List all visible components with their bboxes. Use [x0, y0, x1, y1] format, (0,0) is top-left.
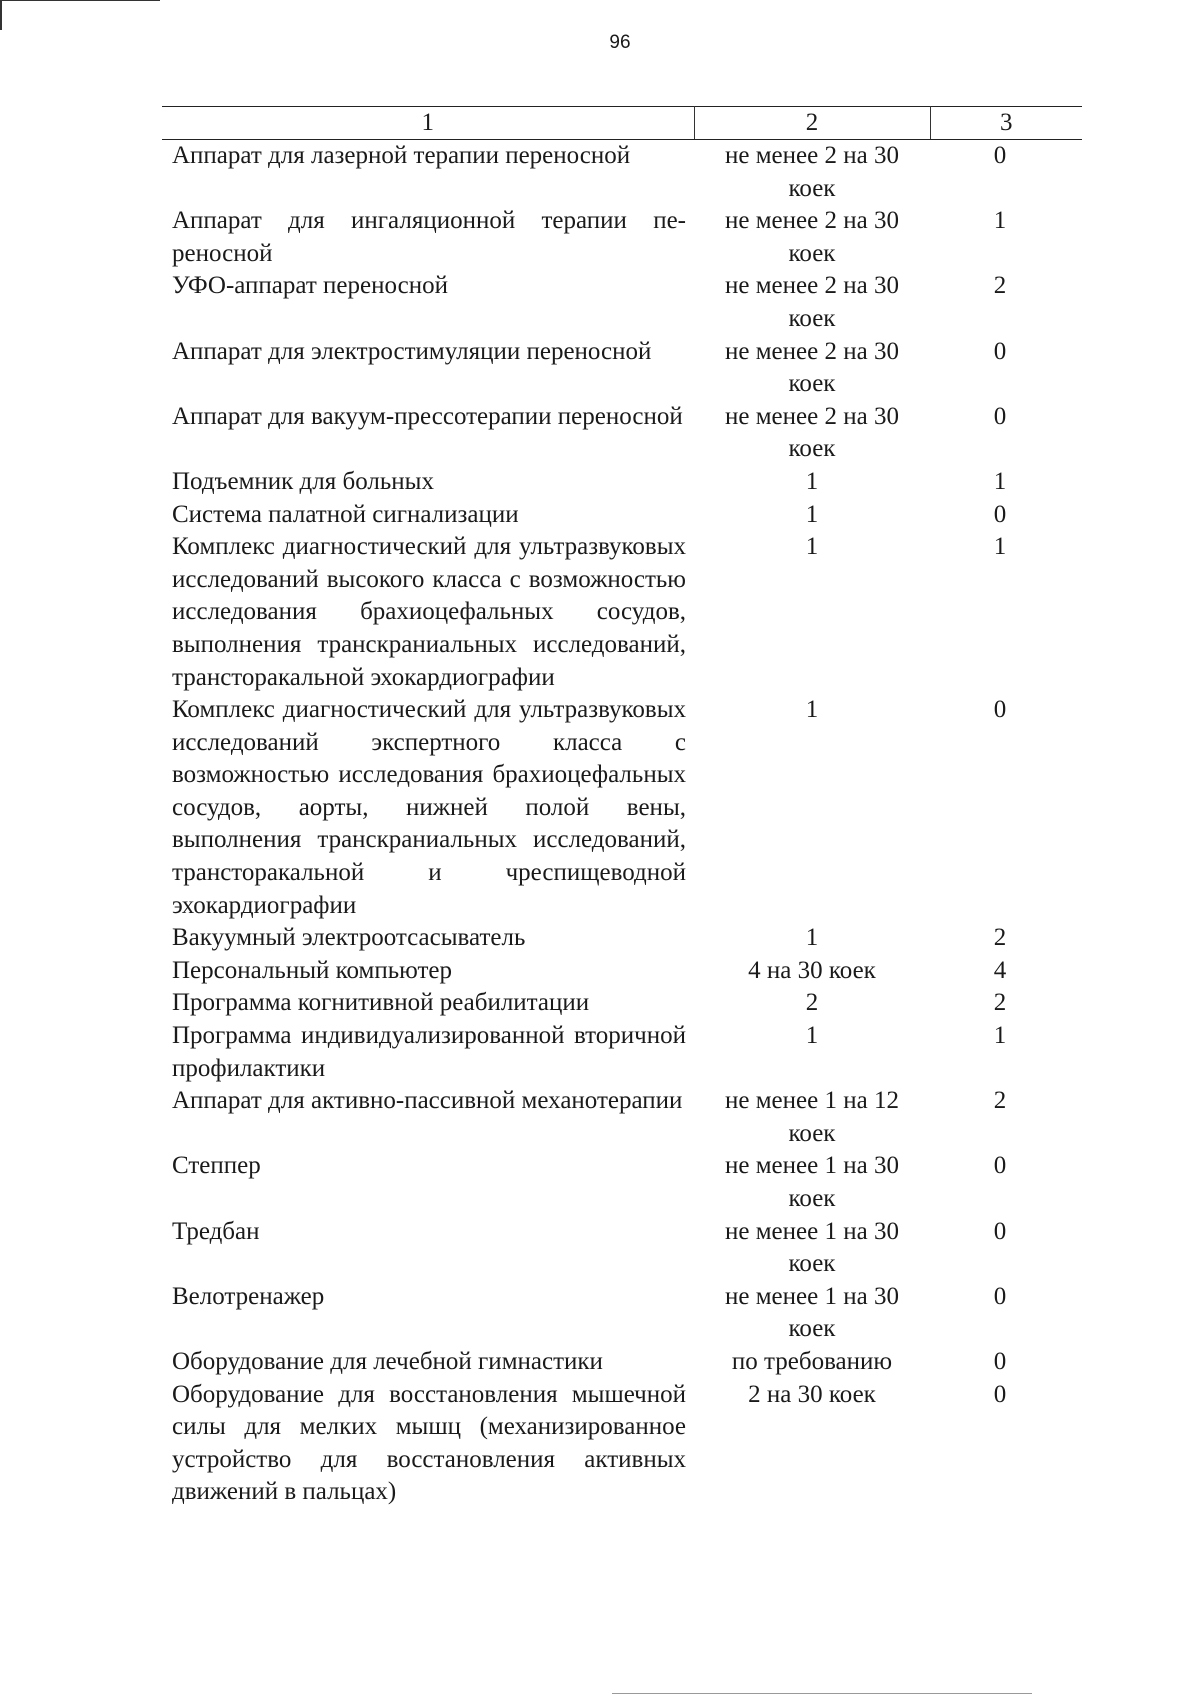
actual-quantity-cell: 0 [993, 1217, 1007, 1245]
equipment-name-cell: Аппарат для лазерной терапии переносной [172, 142, 631, 169]
required-quantity-cell: не менее 2 на 30 коек [725, 207, 899, 267]
required-quantity-cell: 1 [805, 1022, 819, 1050]
required-quantity-cell: 1 [805, 924, 819, 952]
required-quantity-cell: не менее 2 на 30 коек [725, 402, 899, 463]
equipment-name-cell: Программа когнитивной реабилитации [172, 989, 590, 1017]
required-quantity-cell: не менее 2 на 30 коек [725, 272, 899, 332]
actual-quantity-cell: 0 [993, 142, 1007, 169]
actual-quantity-cell: 0 [993, 337, 1007, 365]
actual-quantity-cell: 0 [993, 1347, 1007, 1375]
equipment-name-cell: Оборудование для восстановления мышечной силы для мелких мышц (механизированное устройство для восстановления активных движений в пальцах) [172, 1380, 686, 1506]
table-row [162, 401, 1082, 466]
equipment-name-cell: Аппарат для электростимуляции переносной [172, 337, 652, 365]
actual-quantity-cell: 1 [993, 533, 1007, 561]
equipment-name-cell: Комплекс диагностический для ультразвуковых исследований экспертного класса с возможностью исследования брахиоцефальных сосудов, аорты, нижней полой вены, выполнения транскраниальных исследований, трансторакальной и чреспищеводной эхокардиографии [172, 696, 686, 919]
actual-quantity-cell: 1 [993, 207, 1007, 235]
actual-quantity-cell: 2 [993, 272, 1007, 300]
equipment-table [162, 106, 1082, 1509]
equipment-name-cell: Программа индивидуализированной вторичной профилактики [172, 1022, 686, 1082]
table-row [162, 1216, 1082, 1281]
required-quantity-cell: 1 [805, 533, 819, 561]
required-quantity-cell: не менее 1 на 12 коек [725, 1087, 899, 1147]
top-edge-rule [0, 0, 160, 1]
actual-quantity-cell: 0 [993, 696, 1007, 724]
required-quantity-cell: не менее 1 на 30 коек [725, 1152, 899, 1212]
table-row [162, 955, 1082, 988]
equipment-name-cell: Аппарат для вакуум-прессотерапии переносной [172, 402, 683, 430]
required-quantity-cell: не менее 1 на 30 коек [725, 1282, 899, 1343]
table-row [162, 205, 1082, 270]
equipment-name-cell: Подъемник для больных [172, 467, 434, 495]
required-quantity-cell: 2 на 30 коек [748, 1380, 876, 1408]
left-edge-mark [0, 0, 2, 30]
table-row [162, 1150, 1082, 1215]
actual-quantity-cell: 2 [993, 924, 1007, 952]
actual-quantity-cell: 0 [993, 402, 1007, 430]
equipment-name-cell: Система палатной сигнализации [172, 500, 519, 528]
actual-quantity-cell: 0 [993, 1380, 1007, 1408]
table-row [162, 499, 1082, 532]
equipment-name-cell: Вакуумный электроотсасыватель [172, 924, 526, 952]
required-quantity-cell: 1 [805, 467, 819, 495]
actual-quantity-cell: 1 [993, 1022, 1007, 1050]
table-header-row [162, 107, 1082, 140]
equipment-name-cell: Комплекс диагностический для ультразвуковых исследований высокого класса с возможностью исследования брахиоцефальных сосудов, выполнения транскраниальных исследований, трансторакальной эхокардиографии [172, 533, 686, 691]
equipment-name-cell: Аппарат для ингаляционной терапии переносной [172, 207, 686, 267]
header-col-2: 2 [694, 107, 930, 140]
table-row [162, 694, 1082, 922]
table-row [162, 1085, 1082, 1150]
table-row [162, 466, 1082, 499]
equipment-name-cell: Степпер [172, 1152, 261, 1180]
required-quantity-cell: не менее 1 на 30 коек [725, 1217, 899, 1278]
header-col-1: 1 [162, 107, 694, 140]
required-quantity-cell: не менее 2 на 30 коек [725, 142, 899, 202]
table-body [162, 140, 1082, 1509]
equipment-name-cell: Аппарат для активно-пассивной механотерапии [172, 1087, 683, 1115]
header-col-3: 3 [930, 107, 1082, 140]
page-number: 96 [609, 32, 631, 53]
actual-quantity-cell: 4 [993, 956, 1007, 984]
equipment-name-cell: Персональный компьютер [172, 956, 452, 984]
required-quantity-cell: 1 [805, 696, 819, 724]
table-row [162, 987, 1082, 1020]
actual-quantity-cell: 2 [993, 989, 1007, 1017]
equipment-name-cell: Тредбан [172, 1217, 260, 1245]
bottom-edge-rule [612, 1693, 1032, 1694]
required-quantity-cell: 1 [805, 500, 819, 528]
actual-quantity-cell: 1 [993, 467, 1007, 495]
actual-quantity-cell: 2 [993, 1087, 1007, 1115]
table-row [162, 1281, 1082, 1346]
table-row [162, 1346, 1082, 1379]
actual-quantity-cell: 0 [993, 500, 1007, 528]
required-quantity-cell: не менее 2 на 30 коек [725, 337, 899, 398]
table-row [162, 1379, 1082, 1509]
table-row [162, 270, 1082, 335]
actual-quantity-cell: 0 [993, 1282, 1007, 1310]
table-row [162, 922, 1082, 955]
equipment-name-cell: Оборудование для лечебной гимнастики [172, 1347, 603, 1375]
table-row [162, 140, 1082, 206]
required-quantity-cell: по требованию [731, 1347, 893, 1375]
table-row [162, 531, 1082, 694]
equipment-name-cell: УФО-аппарат переносной [172, 272, 448, 300]
table-row [162, 1020, 1082, 1085]
required-quantity-cell: 4 на 30 коек [748, 956, 876, 984]
required-quantity-cell: 2 [805, 989, 819, 1017]
actual-quantity-cell: 0 [993, 1152, 1007, 1180]
equipment-name-cell: Велотренажер [172, 1282, 325, 1310]
table-row [162, 336, 1082, 401]
